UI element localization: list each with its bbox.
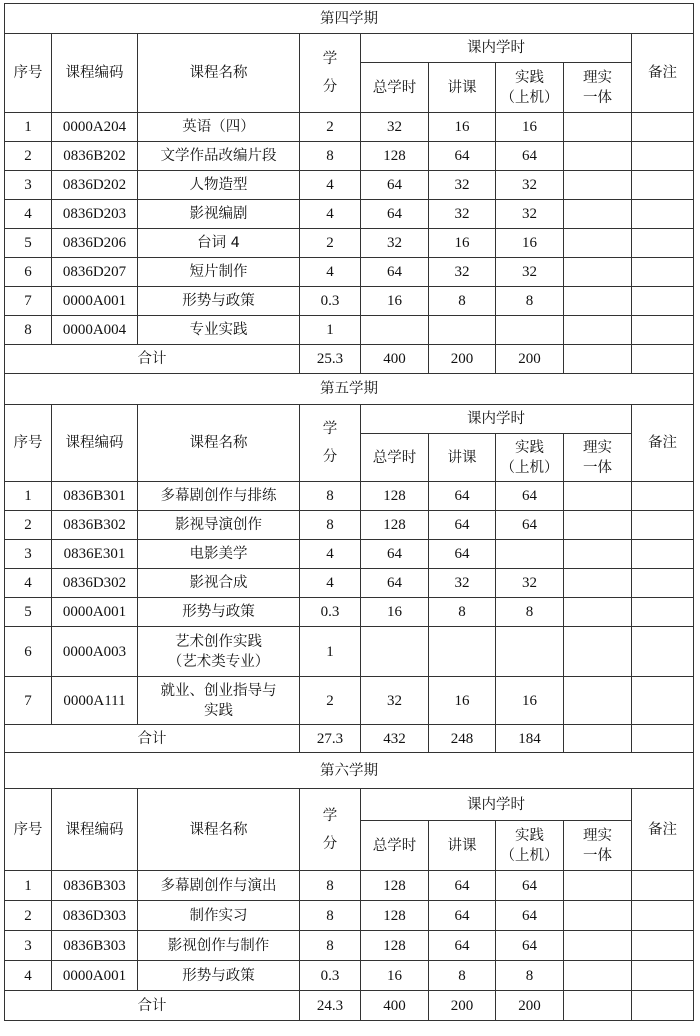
name-cell: 多幕剧创作与排练 bbox=[138, 482, 300, 511]
seq-cell: 5 bbox=[5, 598, 52, 627]
seq-header: 序号 bbox=[5, 34, 52, 113]
table-row bbox=[5, 677, 694, 725]
total-cell: 128 bbox=[361, 931, 429, 961]
lecture-cell: 64 bbox=[429, 482, 496, 511]
table-row bbox=[5, 627, 694, 677]
seq-cell: 3 bbox=[5, 171, 52, 200]
sum-integ bbox=[564, 725, 632, 753]
integ-header-line2: 一体 bbox=[583, 847, 612, 864]
seq-cell: 7 bbox=[5, 287, 52, 316]
table-row bbox=[5, 569, 694, 598]
practice-cell: 64 bbox=[496, 142, 564, 171]
sum-row bbox=[5, 345, 694, 374]
code-cell: 0000A001 bbox=[52, 287, 138, 316]
credit-header-line2: 分 bbox=[322, 449, 338, 465]
table-row bbox=[5, 482, 694, 511]
seq-header: 序号 bbox=[5, 789, 52, 871]
integ-cell bbox=[564, 627, 632, 677]
total-cell: 64 bbox=[361, 171, 429, 200]
hours-header: 课内学时 bbox=[361, 789, 632, 821]
sum-total: 400 bbox=[361, 991, 429, 1021]
name-cell: 专业实践 bbox=[138, 316, 300, 345]
total-cell: 64 bbox=[361, 200, 429, 229]
seq-cell: 6 bbox=[5, 258, 52, 287]
total-cell: 64 bbox=[361, 258, 429, 287]
table-row bbox=[5, 171, 694, 200]
credit-cell: 0.3 bbox=[300, 287, 361, 316]
remark-cell bbox=[632, 931, 694, 961]
credit-cell: 2 bbox=[300, 677, 361, 725]
remark-cell bbox=[632, 569, 694, 598]
table-row bbox=[5, 229, 694, 258]
practice-cell: 64 bbox=[496, 931, 564, 961]
lecture-cell: 64 bbox=[429, 511, 496, 540]
total-cell: 32 bbox=[361, 677, 429, 725]
total-cell bbox=[361, 316, 429, 345]
name-cell: 短片制作 bbox=[138, 258, 300, 287]
total-cell: 16 bbox=[361, 287, 429, 316]
practice-header-line1: 实践 bbox=[515, 69, 544, 86]
sum-credit: 27.3 bbox=[300, 725, 361, 753]
integ-cell bbox=[564, 113, 632, 142]
lecture-cell: 64 bbox=[429, 540, 496, 569]
remark-cell bbox=[632, 901, 694, 931]
name-cell: 形势与政策 bbox=[138, 961, 300, 991]
lecture-cell bbox=[429, 316, 496, 345]
semester-title-row bbox=[5, 753, 694, 789]
remark-cell bbox=[632, 171, 694, 200]
table-row bbox=[5, 901, 694, 931]
sum-total: 432 bbox=[361, 725, 429, 753]
table-row bbox=[5, 931, 694, 961]
total-header: 总学时 bbox=[361, 63, 429, 113]
total-cell: 16 bbox=[361, 961, 429, 991]
sum-remark bbox=[632, 345, 694, 374]
code-cell: 0836E301 bbox=[52, 540, 138, 569]
integ-header-line1: 理实 bbox=[583, 827, 612, 844]
integ-header-line1: 理实 bbox=[583, 69, 612, 86]
remark-header: 备注 bbox=[632, 789, 694, 871]
credit-cell: 8 bbox=[300, 142, 361, 171]
credit-cell: 4 bbox=[300, 569, 361, 598]
lecture-cell: 32 bbox=[429, 258, 496, 287]
code-cell: 0836B302 bbox=[52, 511, 138, 540]
integ-cell bbox=[564, 540, 632, 569]
sum-remark bbox=[632, 991, 694, 1021]
sum-practice: 200 bbox=[496, 345, 564, 374]
total-cell: 64 bbox=[361, 540, 429, 569]
seq-cell: 7 bbox=[5, 677, 52, 725]
lecture-cell: 8 bbox=[429, 287, 496, 316]
lecture-cell: 16 bbox=[429, 677, 496, 725]
credit-cell: 4 bbox=[300, 200, 361, 229]
lecture-cell: 64 bbox=[429, 931, 496, 961]
practice-cell bbox=[496, 627, 564, 677]
table-row bbox=[5, 316, 694, 345]
sum-label: 合计 bbox=[5, 991, 300, 1021]
sum-credit: 24.3 bbox=[300, 991, 361, 1021]
name-cell: 多幕剧创作与演出 bbox=[138, 871, 300, 901]
lecture-cell: 32 bbox=[429, 200, 496, 229]
lecture-cell: 8 bbox=[429, 961, 496, 991]
credit-cell: 8 bbox=[300, 482, 361, 511]
total-cell: 32 bbox=[361, 113, 429, 142]
name-line1: 艺术创作实践 bbox=[175, 633, 262, 650]
credit-cell: 8 bbox=[300, 901, 361, 931]
remark-cell bbox=[632, 677, 694, 725]
seq-header: 序号 bbox=[5, 405, 52, 482]
practice-cell: 64 bbox=[496, 901, 564, 931]
credit-cell: 8 bbox=[300, 511, 361, 540]
practice-header-line2: （上机） bbox=[500, 459, 559, 476]
table-row bbox=[5, 200, 694, 229]
name-cell: 文学作品改编片段 bbox=[138, 142, 300, 171]
sum-row bbox=[5, 991, 694, 1021]
seq-cell: 3 bbox=[5, 931, 52, 961]
credit-header bbox=[300, 405, 361, 482]
sum-credit: 25.3 bbox=[300, 345, 361, 374]
header-row bbox=[5, 789, 694, 821]
credit-header-line1: 学 bbox=[322, 51, 338, 67]
name-cell: 电影美学 bbox=[138, 540, 300, 569]
practice-cell: 16 bbox=[496, 677, 564, 725]
integ-cell bbox=[564, 598, 632, 627]
lecture-cell: 32 bbox=[429, 569, 496, 598]
lecture-cell: 32 bbox=[429, 171, 496, 200]
credit-header-line2: 分 bbox=[322, 835, 338, 852]
practice-header bbox=[496, 434, 564, 482]
credit-cell: 8 bbox=[300, 931, 361, 961]
remark-cell bbox=[632, 200, 694, 229]
remark-cell bbox=[632, 961, 694, 991]
remark-cell bbox=[632, 627, 694, 677]
sum-integ bbox=[564, 345, 632, 374]
lecture-header: 讲课 bbox=[429, 63, 496, 113]
total-cell: 16 bbox=[361, 598, 429, 627]
name-header: 课程名称 bbox=[138, 405, 300, 482]
seq-cell: 8 bbox=[5, 316, 52, 345]
credit-cell: 1 bbox=[300, 627, 361, 677]
practice-cell bbox=[496, 316, 564, 345]
integ-cell bbox=[564, 871, 632, 901]
integ-cell bbox=[564, 961, 632, 991]
sum-practice: 184 bbox=[496, 725, 564, 753]
sum-integ bbox=[564, 991, 632, 1021]
code-cell: 0836B301 bbox=[52, 482, 138, 511]
integ-cell bbox=[564, 482, 632, 511]
seq-cell: 4 bbox=[5, 961, 52, 991]
integ-header-line2: 一体 bbox=[583, 89, 612, 106]
code-cell: 0000A003 bbox=[52, 627, 138, 677]
remark-cell bbox=[632, 871, 694, 901]
total-cell: 64 bbox=[361, 569, 429, 598]
lecture-cell: 64 bbox=[429, 871, 496, 901]
total-cell: 128 bbox=[361, 142, 429, 171]
practice-cell: 8 bbox=[496, 961, 564, 991]
practice-header-line2: （上机） bbox=[500, 89, 559, 106]
total-header: 总学时 bbox=[361, 434, 429, 482]
semester-title-row bbox=[5, 374, 694, 405]
remark-cell bbox=[632, 482, 694, 511]
code-cell: 0836D207 bbox=[52, 258, 138, 287]
name-cell: 影视编剧 bbox=[138, 200, 300, 229]
practice-header-line2: （上机） bbox=[500, 847, 559, 864]
integ-cell bbox=[564, 287, 632, 316]
lecture-cell bbox=[429, 627, 496, 677]
code-cell: 0836D206 bbox=[52, 229, 138, 258]
credit-cell: 0.3 bbox=[300, 598, 361, 627]
table-row bbox=[5, 113, 694, 142]
name-cell bbox=[138, 627, 300, 677]
sum-lecture: 200 bbox=[429, 991, 496, 1021]
practice-cell: 32 bbox=[496, 258, 564, 287]
header-row bbox=[5, 34, 694, 63]
name-cell: 形势与政策 bbox=[138, 598, 300, 627]
practice-header-line1: 实践 bbox=[515, 827, 544, 844]
seq-cell: 1 bbox=[5, 871, 52, 901]
table-row bbox=[5, 287, 694, 316]
hours-header: 课内学时 bbox=[361, 34, 632, 63]
integ-header bbox=[564, 63, 632, 113]
header-row bbox=[5, 405, 694, 434]
semester-title: 第四学期 bbox=[5, 4, 694, 34]
practice-header bbox=[496, 63, 564, 113]
code-cell: 0000A001 bbox=[52, 961, 138, 991]
remark-cell bbox=[632, 229, 694, 258]
sum-label: 合计 bbox=[5, 725, 300, 753]
semester-title-row bbox=[5, 4, 694, 34]
total-cell bbox=[361, 627, 429, 677]
table-row bbox=[5, 961, 694, 991]
integ-cell bbox=[564, 677, 632, 725]
lecture-header: 讲课 bbox=[429, 821, 496, 871]
code-cell: 0836D302 bbox=[52, 569, 138, 598]
sum-lecture: 248 bbox=[429, 725, 496, 753]
name-cell: 制作实习 bbox=[138, 901, 300, 931]
integ-cell bbox=[564, 200, 632, 229]
credit-cell: 4 bbox=[300, 540, 361, 569]
curriculum-table bbox=[4, 3, 694, 1021]
code-header: 课程编码 bbox=[52, 405, 138, 482]
remark-header: 备注 bbox=[632, 405, 694, 482]
practice-cell: 8 bbox=[496, 598, 564, 627]
practice-cell: 32 bbox=[496, 569, 564, 598]
total-cell: 128 bbox=[361, 901, 429, 931]
code-cell: 0836D303 bbox=[52, 901, 138, 931]
code-header: 课程编码 bbox=[52, 34, 138, 113]
practice-cell bbox=[496, 540, 564, 569]
name-cell: 影视合成 bbox=[138, 569, 300, 598]
practice-cell: 64 bbox=[496, 482, 564, 511]
seq-cell: 4 bbox=[5, 200, 52, 229]
total-header: 总学时 bbox=[361, 821, 429, 871]
credit-cell: 4 bbox=[300, 258, 361, 287]
name-cell: 台词 4 bbox=[138, 229, 300, 258]
name-cell: 人物造型 bbox=[138, 171, 300, 200]
practice-header-line1: 实践 bbox=[515, 439, 544, 456]
total-cell: 32 bbox=[361, 229, 429, 258]
integ-header bbox=[564, 821, 632, 871]
remark-cell bbox=[632, 258, 694, 287]
name-header: 课程名称 bbox=[138, 34, 300, 113]
sum-total: 400 bbox=[361, 345, 429, 374]
credit-cell: 1 bbox=[300, 316, 361, 345]
name-cell bbox=[138, 677, 300, 725]
credit-cell: 8 bbox=[300, 871, 361, 901]
lecture-cell: 64 bbox=[429, 142, 496, 171]
code-cell: 0000A204 bbox=[52, 113, 138, 142]
remark-cell bbox=[632, 598, 694, 627]
seq-cell: 1 bbox=[5, 482, 52, 511]
lecture-cell: 16 bbox=[429, 113, 496, 142]
table-row bbox=[5, 540, 694, 569]
remark-header: 备注 bbox=[632, 34, 694, 113]
code-cell: 0836B303 bbox=[52, 871, 138, 901]
credit-cell: 0.3 bbox=[300, 961, 361, 991]
practice-cell: 32 bbox=[496, 200, 564, 229]
integ-cell bbox=[564, 931, 632, 961]
name-header: 课程名称 bbox=[138, 789, 300, 871]
remark-cell bbox=[632, 511, 694, 540]
remark-cell bbox=[632, 113, 694, 142]
sum-label: 合计 bbox=[5, 345, 300, 374]
table-row bbox=[5, 511, 694, 540]
integ-cell bbox=[564, 142, 632, 171]
total-cell: 128 bbox=[361, 511, 429, 540]
credit-cell: 2 bbox=[300, 229, 361, 258]
code-cell: 0836B303 bbox=[52, 931, 138, 961]
integ-cell bbox=[564, 229, 632, 258]
name-cell: 影视创作与制作 bbox=[138, 931, 300, 961]
name-cell: 形势与政策 bbox=[138, 287, 300, 316]
lecture-cell: 16 bbox=[429, 229, 496, 258]
code-header: 课程编码 bbox=[52, 789, 138, 871]
code-cell: 0000A004 bbox=[52, 316, 138, 345]
name-line2: 实践 bbox=[204, 702, 233, 719]
integ-cell bbox=[564, 258, 632, 287]
credit-header-line1: 学 bbox=[322, 807, 338, 824]
table-row bbox=[5, 598, 694, 627]
name-cell: 影视导演创作 bbox=[138, 511, 300, 540]
remark-cell bbox=[632, 316, 694, 345]
hours-header: 课内学时 bbox=[361, 405, 632, 434]
seq-cell: 2 bbox=[5, 511, 52, 540]
code-cell: 0000A001 bbox=[52, 598, 138, 627]
practice-cell: 32 bbox=[496, 171, 564, 200]
integ-cell bbox=[564, 171, 632, 200]
seq-cell: 4 bbox=[5, 569, 52, 598]
sum-lecture: 200 bbox=[429, 345, 496, 374]
code-cell: 0836D203 bbox=[52, 200, 138, 229]
credit-header bbox=[300, 789, 361, 871]
name-cell: 英语（四） bbox=[138, 113, 300, 142]
lecture-header: 讲课 bbox=[429, 434, 496, 482]
credit-cell: 4 bbox=[300, 171, 361, 200]
sum-practice: 200 bbox=[496, 991, 564, 1021]
credit-cell: 2 bbox=[300, 113, 361, 142]
integ-cell bbox=[564, 316, 632, 345]
seq-cell: 6 bbox=[5, 627, 52, 677]
table-row bbox=[5, 871, 694, 901]
credit-header-line1: 学 bbox=[322, 421, 338, 437]
seq-cell: 2 bbox=[5, 142, 52, 171]
lecture-cell: 64 bbox=[429, 901, 496, 931]
sum-remark bbox=[632, 725, 694, 753]
sum-row bbox=[5, 725, 694, 753]
integ-header-line1: 理实 bbox=[583, 439, 612, 456]
seq-cell: 3 bbox=[5, 540, 52, 569]
remark-cell bbox=[632, 142, 694, 171]
total-cell: 128 bbox=[361, 871, 429, 901]
integ-header bbox=[564, 434, 632, 482]
total-cell: 128 bbox=[361, 482, 429, 511]
credit-header bbox=[300, 34, 361, 113]
credit-header-line2: 分 bbox=[322, 79, 338, 95]
semester-title: 第六学期 bbox=[5, 753, 694, 789]
lecture-cell: 8 bbox=[429, 598, 496, 627]
practice-cell: 64 bbox=[496, 511, 564, 540]
table-row bbox=[5, 142, 694, 171]
code-cell: 0836B202 bbox=[52, 142, 138, 171]
semester-title: 第五学期 bbox=[5, 374, 694, 405]
practice-cell: 64 bbox=[496, 871, 564, 901]
name-line2: （艺术类专业） bbox=[167, 653, 270, 670]
practice-header bbox=[496, 821, 564, 871]
name-line1: 就业、创业指导与 bbox=[160, 682, 277, 699]
code-cell: 0000A111 bbox=[52, 677, 138, 725]
integ-cell bbox=[564, 569, 632, 598]
integ-cell bbox=[564, 901, 632, 931]
seq-cell: 1 bbox=[5, 113, 52, 142]
practice-cell: 16 bbox=[496, 113, 564, 142]
remark-cell bbox=[632, 540, 694, 569]
remark-cell bbox=[632, 287, 694, 316]
seq-cell: 2 bbox=[5, 901, 52, 931]
practice-cell: 16 bbox=[496, 229, 564, 258]
table-row bbox=[5, 258, 694, 287]
seq-cell: 5 bbox=[5, 229, 52, 258]
practice-cell: 8 bbox=[496, 287, 564, 316]
code-cell: 0836D202 bbox=[52, 171, 138, 200]
integ-header-line2: 一体 bbox=[583, 459, 612, 476]
integ-cell bbox=[564, 511, 632, 540]
